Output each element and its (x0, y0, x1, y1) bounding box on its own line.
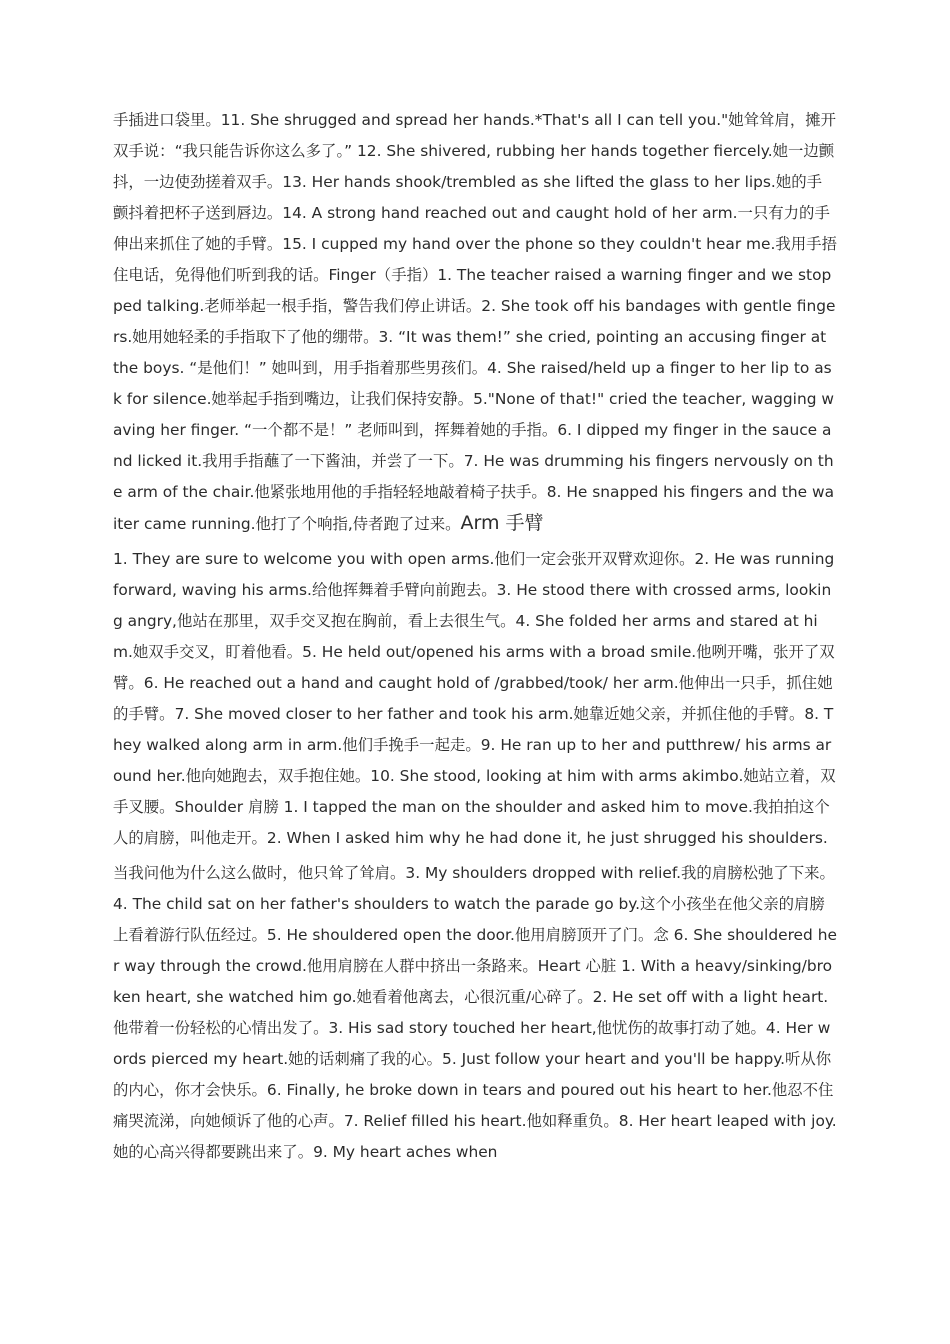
section-heading-arm: Arm 手臂 (460, 512, 544, 534)
paragraph-arm-shoulder: 1. They are sure to welcome you with open arms.他们一定会张开双臂欢迎你。2. He was running forward, waving his arms.给他挥舞着手臂向前跑去。3. He stood there with crossed arms, looking angry,他站在那里，双手交叉抱在胸前，看上去很生气。4. She folded her arms and stared at him.她双手交叉，盯着他看。5. He held out/opened his arms with a broad smile.他咧开嘴，张开了双臂。6. He reached out a hand and caught hold of /grabbed/took/ her arm.他伸出一只手，抓住她的手臂。7. She moved closer to her father and took his arm.她靠近她父亲，并抓住他的手臂。8. They walked along arm in arm.他们手挽手一起走。9. He ran up to her and putthrew/ his arms around her.他向她跑去，双手抱住她。10. She stood, looking at him with arms akimbo.她站立着，双手叉腰。Shoulder 肩膀 1. I tapped the man on the shoulder and asked him to move.我拍拍这个人的肩膀，叫他走开。2. When I asked him why he had done it, he just shrugged his shoulders. (113, 550, 836, 847)
paragraph-hand-finger (113, 105, 837, 540)
paragraph-text: 手插进口袋里。11. She shrugged and spread her hands.*That's all I can tell you."她耸耸肩，摊开双手说：“我只能告诉你这么多了。” 12. She shivered, rubbing her hands together fiercely.她一边颤抖，一边使劲搓着双手。13. Her hands shook/trembled as she lifted the glass to her lips.她的手颤抖着把杯子送到唇边。14. A strong hand reached out and caught hold of her arm.一只有力的手伸出来抓住了她的手臂。15. I cupped my hand over the phone so they couldn't hear me.我用手捂住电话，免得他们听到我的话。Finger（手指）1. The teacher raised a warning finger and we stopped talking.老师举起一根手指，警告我们停止讲话。2. She took off his bandages with gentle fingers.她用她轻柔的手指取下了他的绷带。3. “It was them!” she cried, pointing an accusing finger at the boys. “是他们！” 她叫到，用手指着那些男孩们。4. She raised/held up a finger to her lip to ask for silence.她举起手指到嘴边，让我们保持安静。5."None of that!" cried the teacher, wagging waving her finger. “一个都不是！” 老师叫到，挥舞着她的手指。6. I dipped my finger in the sauce and licked it.我用手指蘸了一下酱油，并尝了一下。7. He was drumming his fingers nervously on the arm of the chair.他紧张地用他的手指轻轻地敲着椅子扶手。8. He snapped his fingers and the waiter came running.他打了个响指,侍者跑了过来。 (113, 111, 837, 533)
paragraph-shoulder-heart: 当我问他为什么这么做时，他只耸了耸肩。3. My shoulders dropped with relief.我的肩膀松弛了下来。4. The child sat on her father's shoulders to watch the parade go by.这个小孩坐在他父亲的肩膀上看着游行队伍经过。5. He shouldered open the door.他用肩膀顶开了门。念 6. She shouldered her way through the crowd.他用肩膀在人群中挤出一条路来。Heart 心脏 1. With a heavy/sinking/broken heart, she watched him go.她看着他离去，心很沉重/心碎了。2. He set off with a light heart.他带着一份轻松的心情出发了。3. His sad story touched her heart,他忧伤的故事打动了她。4. Her words pierced my heart.她的话刺痛了我的心。5. Just follow your heart and you'll be happy.听从你的内心，你才会快乐。6. Finally, he broke down in tears and poured out his heart to her.他忍不住痛哭流涕，向她倾诉了他的心声。7. Relief filled his heart.他如释重负。8. Her heart leaped with joy.她的心高兴得都要跳出来了。9. My heart aches when (113, 864, 837, 1161)
document-page (113, 105, 837, 1168)
